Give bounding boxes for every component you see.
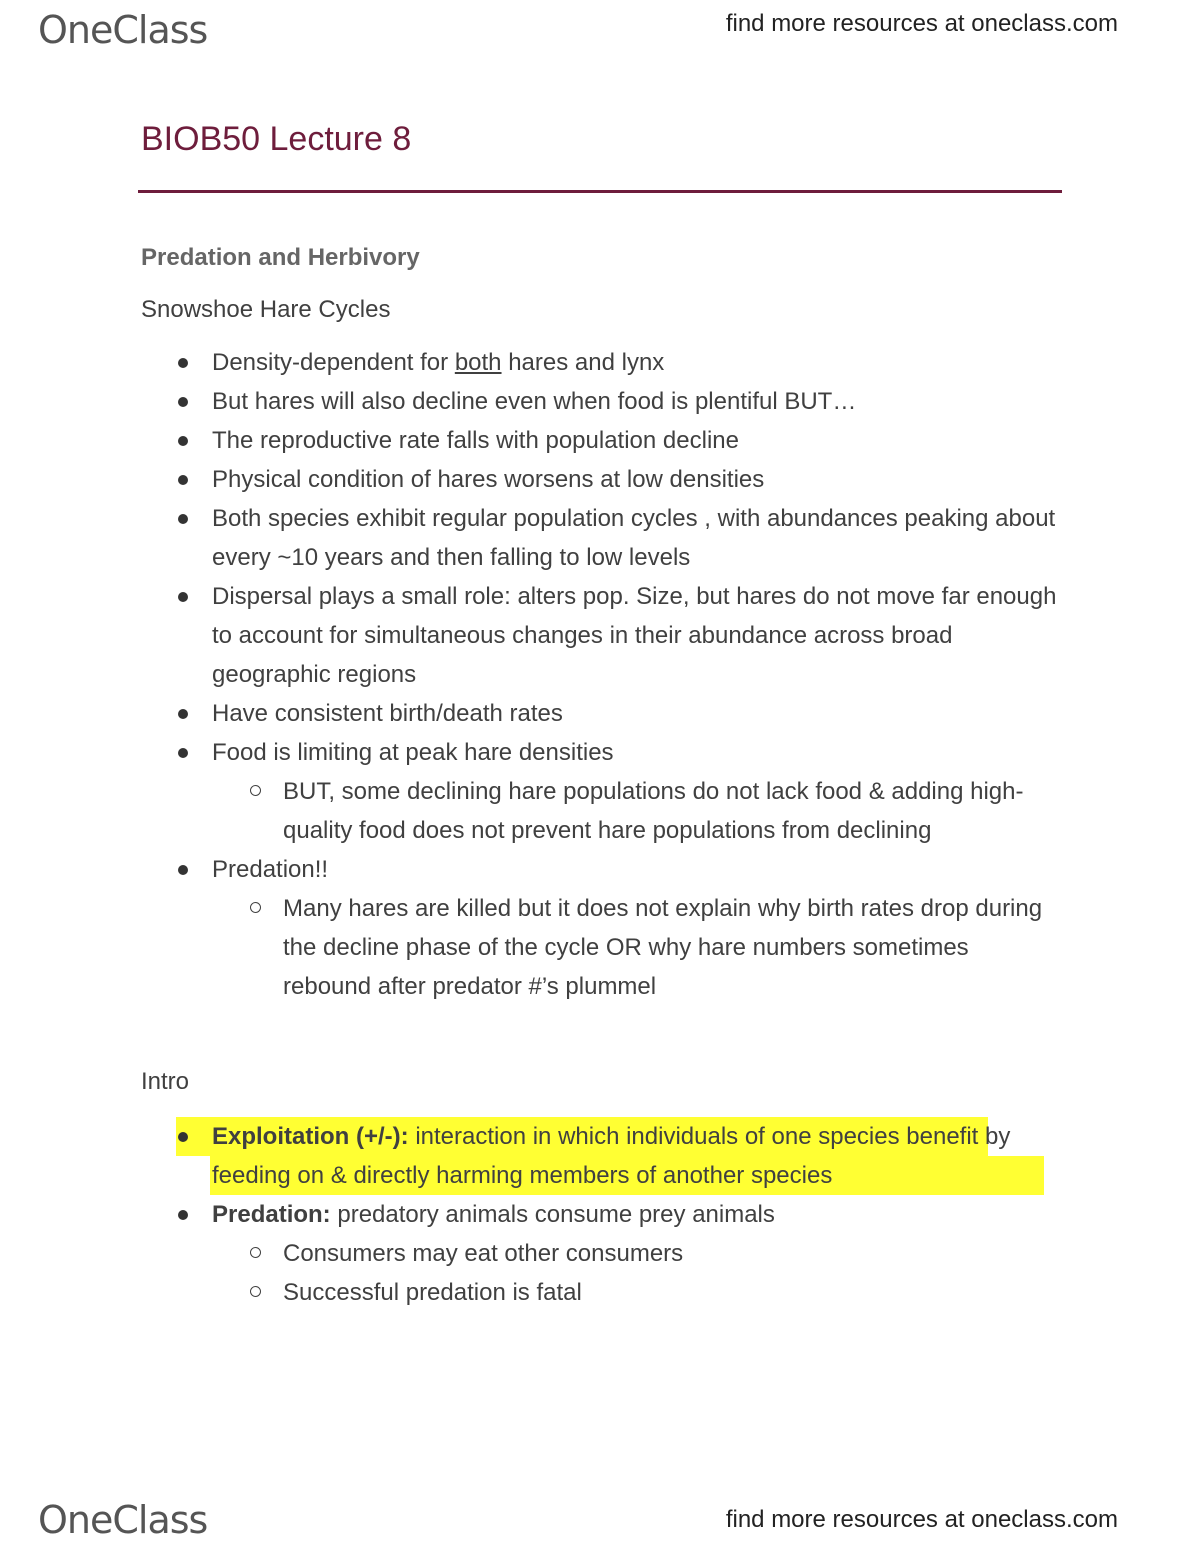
list-item [0,1117,1100,1195]
resources-link-footer[interactable]: find more resources at oneclass.com [725,1506,1118,1533]
list-item [0,499,1100,577]
circle-bullet-icon [250,785,261,796]
list-item-text: The reproductive rate falls with population decline [212,427,739,454]
list-item-text: Dispersal plays a small role: alters pop. Size, but hares do not move far enough to account for simultaneous changes in their abundance across broad geographic regions [212,583,1057,688]
list-item [0,577,1100,694]
section-heading: Predation and Herbivory [141,244,420,271]
list-item [0,460,1100,499]
bullet-icon [178,709,188,719]
logo-text: OneClass [38,8,208,52]
resources-link[interactable]: find more resources at oneclass.com [725,10,1118,37]
term-predation: Predation: [212,1201,331,1228]
sub-list-item [0,772,1100,850]
subsection-label-snowshoe: Snowshoe Hare Cycles [141,296,391,323]
sub-list-item [0,1273,1100,1312]
bullet-icon [178,1210,188,1220]
bullet-icon [178,475,188,485]
bullet-icon [178,865,188,875]
bullet-icon [178,436,188,446]
circle-bullet-icon [250,1247,261,1258]
page-title: BIOB50 Lecture 8 [141,120,412,158]
bullet-icon [178,358,188,368]
list-item-text: predatory animals consume prey animals [330,1201,775,1228]
sub-list-item [0,1234,1100,1273]
list-item [0,1195,1100,1234]
bullet-icon [178,397,188,407]
term-exploitation: Exploitation (+/-): [212,1123,409,1150]
list-item [0,382,1100,421]
oneclass-logo[interactable] [38,8,207,52]
list-item-text: hares and lynx [501,349,665,376]
bullet-icon [178,1132,188,1142]
list-item-text: Have consistent birth/death rates [212,700,563,727]
underlined-text: both [454,349,502,376]
list-item-text: interaction in which individuals of one species benefit by feeding on & directly harming members of another species [212,1123,1011,1189]
circle-bullet-icon [250,902,261,913]
list-item-text: Successful predation is fatal [283,1279,582,1306]
list-item [0,694,1100,733]
oneclass-logo-footer[interactable] [38,1498,207,1542]
list-item-text: Food is limiting at peak hare densities [212,739,614,766]
list-item-text: Many hares are killed but it does not explain why birth rates drop during the decline phase of the cycle OR why hare numbers sometimes rebound after predator #’s plummel [283,895,1043,1000]
list-item [0,850,1100,889]
bullet-icon [178,592,188,602]
subsection-label-intro: Intro [141,1068,190,1095]
list-item-text: Consumers may eat other consumers [283,1240,684,1267]
intro-list [0,1117,1100,1312]
list-item [0,421,1100,460]
bullet-icon [178,514,188,524]
bullet-icon [178,748,188,758]
list-item-text: BUT, some declining hare populations do not lack food & adding high-quality food does not prevent hare populations from declining [283,778,1024,844]
logo-text: OneClass [38,1498,208,1542]
list-item [0,733,1100,772]
circle-bullet-icon [250,1286,261,1297]
snowshoe-list [0,343,1100,1006]
title-divider [138,190,1062,193]
list-item-text: Predation!! [212,856,329,883]
list-item-text: Physical condition of hares worsens at low densities [212,466,765,493]
list-item-text: Density-dependent for [212,349,455,376]
list-item [0,343,1100,382]
sub-list-item [0,889,1100,1006]
list-item-text: Both species exhibit regular population cycles , with abundances peaking about every ~10 years and then falling to low levels [212,505,1056,571]
list-item-text: But hares will also decline even when food is plentiful BUT… [212,388,857,415]
